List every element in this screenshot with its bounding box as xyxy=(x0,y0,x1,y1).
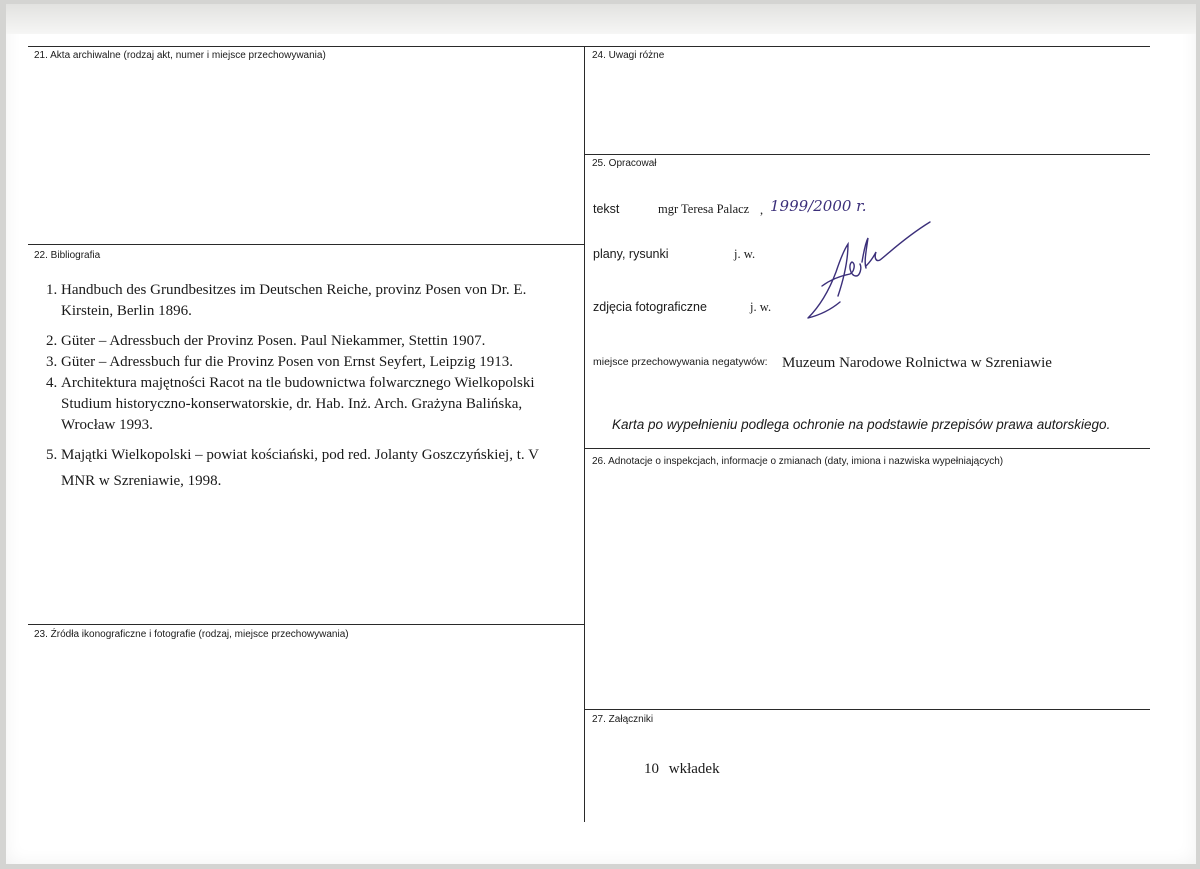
copyright-notice: Karta po wypełnieniu podlega ochronie na podstawie przepisów prawa autorskiego. xyxy=(612,417,1111,432)
plany-label: plany, rysunki xyxy=(593,247,669,261)
bibliography-item xyxy=(36,331,576,352)
center-divider xyxy=(584,46,585,822)
rule-22 xyxy=(28,244,585,245)
bibliography-item-number: 1. xyxy=(46,282,58,298)
bibliography-list xyxy=(36,280,576,494)
rule-25 xyxy=(584,154,1150,155)
section-26-label: 26. Adnotacje o inspekcjach, informacje o zmianach (daty, imiona i nazwiska wypełniających) xyxy=(592,456,1004,467)
bibliography-item xyxy=(36,373,576,436)
bibliography-item-number: 3. xyxy=(46,354,58,370)
negatives-value: Muzeum Narodowe Rolnictwa w Szreniawie xyxy=(782,355,1052,371)
bibliography-item-number: 4. xyxy=(46,375,58,391)
signature-image xyxy=(804,216,934,326)
bibliography-item xyxy=(36,280,576,322)
tekst-separator: , xyxy=(760,203,764,217)
tekst-value: mgr Teresa Palacz xyxy=(658,202,750,216)
rule-27 xyxy=(584,709,1150,710)
section-23-label: 23. Źródła ikonograficzne i fotografie (rodzaj, miejsce przechowywania) xyxy=(34,629,349,640)
bibliography-item-number: 2. xyxy=(46,333,58,349)
section-21-label: 21. Akta archiwalne (rodzaj akt, numer i miejsce przechowywania) xyxy=(34,50,326,61)
bibliography-item-text: Handbuch des Grundbesitzes im Deutschen Reiche, provinz Posen von Dr. E. Kirstein, Berlin 1896. xyxy=(61,282,527,319)
tekst-date-handwritten: 1999/2000 r. xyxy=(770,197,867,215)
scan-top-shadow xyxy=(6,4,1196,34)
bibliography-item xyxy=(36,352,576,373)
attachments-count: 10 xyxy=(644,761,659,777)
top-rule xyxy=(28,46,1150,47)
bibliography-item-number: 5. xyxy=(46,447,58,463)
bibliography-item-text: Güter – Adressbuch fur die Provinz Posen von Ernst Seyfert, Leipzig 1913. xyxy=(61,354,513,370)
bibliography-item-text: Majątki Wielkopolski – powiat kościański, pod red. Jolanty Goszczyńskiej, t. V MNR w Szreniawie, 1998. xyxy=(61,447,539,489)
section-22-label: 22. Bibliografia xyxy=(34,250,101,261)
bibliography-item-text: Güter – Adressbuch der Provinz Posen. Paul Niekammer, Stettin 1907. xyxy=(61,333,486,349)
rule-26 xyxy=(584,448,1150,449)
bibliography-item-text: Architektura majętności Racot na tle budownictwa folwarcznego Wielkopolski Studium historyczno-konserwatorskie, dr. Hab. Inż. Arch. Grażyna Balińska, Wrocław 1993. xyxy=(61,375,535,433)
record-card xyxy=(6,4,1196,864)
rule-23 xyxy=(28,624,585,625)
attachments-unit: wkładek xyxy=(668,761,720,777)
plany-value: j. w. xyxy=(734,247,756,261)
section-25-label: 25. Opracował xyxy=(592,158,657,169)
attachments-value xyxy=(644,761,720,778)
section-27-label: 27. Załączniki xyxy=(592,714,654,725)
zdjecia-value: j. w. xyxy=(750,300,772,314)
negatives-label: miejsce przechowywania negatywów: xyxy=(593,356,768,368)
section-24-label: 24. Uwagi różne xyxy=(592,50,665,61)
tekst-label: tekst xyxy=(593,202,620,216)
zdjecia-label: zdjęcia fotograficzne xyxy=(593,300,707,314)
bibliography-item xyxy=(36,442,576,494)
